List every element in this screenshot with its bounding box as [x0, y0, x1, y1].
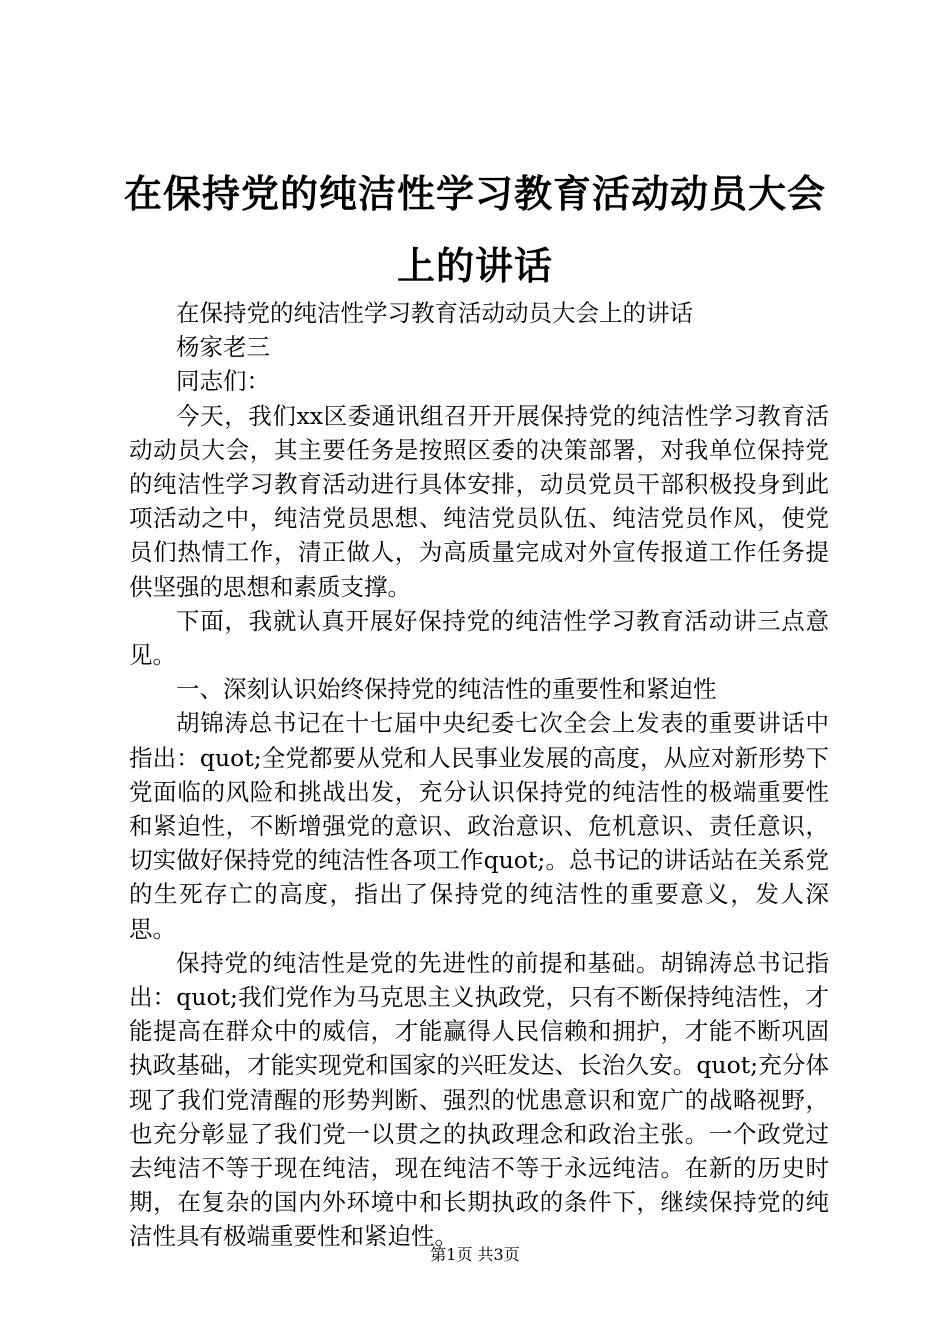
- page-number-footer: 第1页 共3页: [430, 1245, 520, 1264]
- body-paragraph-subtitle: 在保持党的纯洁性学习教育活动动员大会上的讲话: [176, 299, 693, 327]
- section-heading: 一、深刻认识始终保持党的纯洁性的重要性和紧迫性: [176, 675, 717, 704]
- body-paragraph: 胡锦涛总书记在十七届中央纪委七次全会上发表的重要讲话中指出：quot;全党都要从党和人民事业发展的高度，从应对新形势下党面临的风险和挑战出发，充分认识保持党的纯洁性的极端重要性和紧迫性，不断增强党的意识、政治意识、危机意识、责任意识，切实做好保持党的纯洁性各项工作quot;。总书记的讲话站在关系党的生死存亡的高度，指出了保持党的纯洁性的重要意义，发人深思。: [129, 709, 829, 943]
- body-paragraph: 下面，我就认真开展好保持党的纯洁性学习教育活动讲三点意见。: [129, 606, 829, 670]
- document-title: 在保持党的纯洁性学习教育活动动员大会上的讲话: [123, 171, 826, 288]
- body-paragraph: 今天，我们xx区委通讯组召开开展保持党的纯洁性学习教育活动动员大会，其主要任务是按照区委的决策部署，对我单位保持党的纯洁性学习教育活动进行具体安排，动员党员干部积极投身到此项活动之中，纯洁党员思想、纯洁党员队伍、纯洁党员作风，使党员们热情工作，清正做人，为高质量完成对外宣传报道工作任务提供坚强的思想和素质支撑。: [129, 401, 829, 601]
- document-body: [129, 296, 829, 1254]
- body-paragraph: 保持党的纯洁性是党的先进性的前提和基础。胡锦涛总书记指出：quot;我们党作为马克思主义执政党，只有不断保持纯洁性，才能提高在群众中的威信，才能赢得人民信赖和拥护，才能不断巩固执政基础，才能实现党和国家的兴旺发达、长治久安。quot;充分体现了我们党清醒的形势判断、强烈的忧患意识和宽广的战略视野，也充分彰显了我们党一以贯之的执政理念和政治主张。一个政党过去纯洁不等于现在纯洁，现在纯洁不等于永远纯洁。在新的历史时期，在复杂的国内外环境中和长期执政的条件下，继续保持党的纯洁性具有极端重要性和紧迫性。: [129, 948, 829, 1251]
- body-paragraph-author: 杨家老三: [176, 333, 270, 362]
- body-paragraph-salutation: 同志们：: [176, 367, 270, 396]
